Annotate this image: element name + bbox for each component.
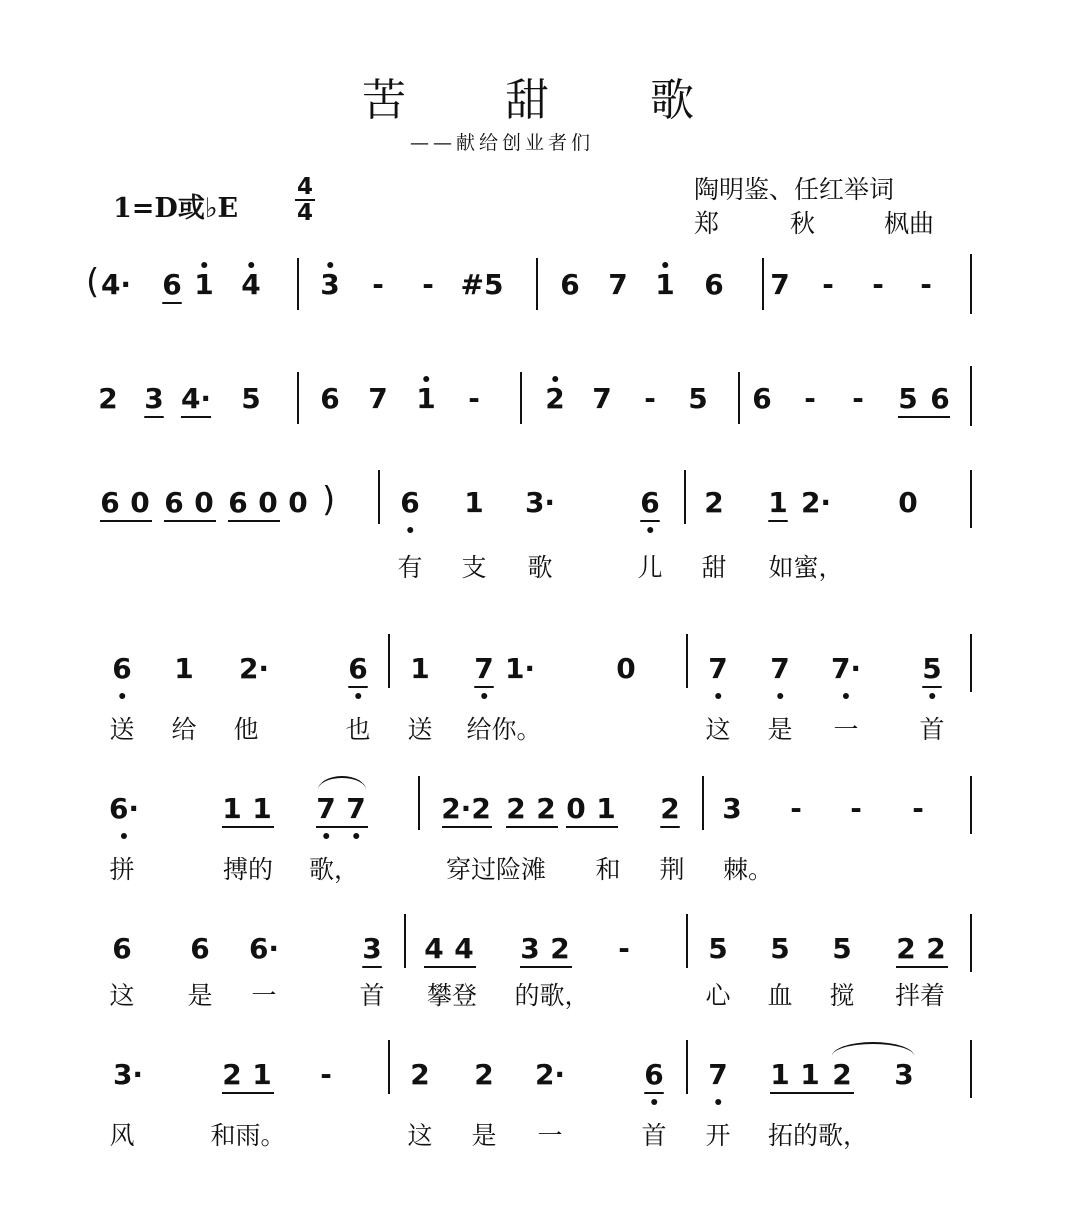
lyric: 是 (471, 1121, 497, 1150)
bar-line (970, 914, 972, 972)
note: 3 (520, 932, 540, 965)
note: 3 (894, 1058, 914, 1091)
note: 1 (800, 1058, 820, 1091)
lyric: 攀登 (426, 981, 478, 1010)
beam (424, 966, 476, 968)
lyric: 首 (359, 981, 385, 1010)
note: 2· (800, 486, 832, 519)
note: #5 (460, 268, 504, 301)
dash: - (320, 1058, 332, 1091)
dash: - (468, 382, 480, 415)
lyric: 这 (407, 1121, 433, 1150)
note: 3 (320, 268, 340, 301)
lyric: 血 (767, 981, 793, 1010)
lyric: 是 (187, 981, 213, 1010)
beam (100, 520, 152, 522)
note: 2 (410, 1058, 430, 1091)
beam (442, 826, 492, 828)
lyric: 一 (537, 1121, 563, 1150)
note: 7· (830, 652, 862, 685)
beam (896, 966, 948, 968)
bar-line (418, 776, 420, 830)
note: 2 (926, 932, 946, 965)
note: 7 (316, 792, 336, 825)
lyric: 给你。 (466, 715, 542, 744)
bar-line (702, 776, 704, 830)
note: 4· (100, 268, 132, 301)
note: 7 (592, 382, 612, 415)
lyric: 送 (407, 715, 433, 744)
bar-line (970, 366, 972, 426)
beam (566, 826, 618, 828)
note: 6 (190, 932, 210, 965)
note: 5 (688, 382, 708, 415)
open-paren: ( (86, 262, 100, 302)
bar-line (970, 254, 972, 314)
lyric: 也 (345, 715, 371, 744)
bar-line (297, 372, 299, 424)
bar-line (970, 1040, 972, 1098)
dash: - (618, 932, 630, 965)
lyricist-credit: 陶明鉴、任红举词 (694, 175, 895, 204)
lyric: 和 (595, 855, 621, 884)
note: 3 (144, 382, 164, 415)
note: 5 (770, 932, 790, 965)
bar-line (970, 776, 972, 834)
lyric: 一 (833, 715, 859, 744)
note: 5 (708, 932, 728, 965)
dash: - (920, 268, 932, 301)
note: 7 (708, 1058, 728, 1091)
note: 1· (504, 652, 536, 685)
note: 2 (660, 792, 680, 825)
lyric: 歌， (308, 855, 360, 884)
bar-line (388, 1040, 390, 1094)
note: 0 (258, 486, 278, 519)
note: 3 (722, 792, 742, 825)
lyric: 一 (251, 981, 277, 1010)
note: 1 (174, 652, 194, 685)
note: 6 (320, 382, 340, 415)
note: 0 (194, 486, 214, 519)
note: 4· (180, 382, 212, 415)
lyric: 开 (705, 1121, 731, 1150)
beam (316, 826, 368, 828)
lyric: 拓的歌， (767, 1121, 869, 1150)
subtitle: ——献给创业者们 (410, 132, 595, 154)
note: 7 (770, 268, 790, 301)
note: 6 (112, 932, 132, 965)
note: 3 (362, 932, 382, 965)
note: 7 (708, 652, 728, 685)
bar-line (297, 258, 299, 310)
lyric: 拼 (109, 855, 135, 884)
lyric: 如蜜， (768, 553, 844, 582)
bar-line (970, 634, 972, 692)
note: 1 (770, 1058, 790, 1091)
beam (506, 826, 558, 828)
lyric: 搏的 (222, 855, 274, 884)
note: 7 (608, 268, 628, 301)
beam (164, 520, 216, 522)
composer-credit-3: 枫曲 (884, 209, 935, 238)
dash: - (644, 382, 656, 415)
bar-line (970, 470, 972, 528)
bar-line (536, 258, 538, 310)
note: 6· (108, 792, 140, 825)
note: 2 (832, 1058, 852, 1091)
beam (898, 416, 950, 418)
note: 2 (98, 382, 118, 415)
bar-line (762, 258, 764, 310)
dash: - (912, 792, 924, 825)
note: 1 (464, 486, 484, 519)
dash: - (804, 382, 816, 415)
note: 1 (416, 382, 436, 415)
note: 7 (474, 652, 494, 685)
lyric: 甜 (701, 553, 727, 582)
note: 2·2 (441, 792, 491, 825)
note: 6 (162, 268, 182, 301)
lyric: 他 (233, 715, 259, 744)
note: 2· (238, 652, 270, 685)
lyric: 是 (767, 715, 793, 744)
note: 2 (550, 932, 570, 965)
lyric: 和雨。 (210, 1121, 286, 1150)
tie (318, 776, 366, 790)
note: 6 (752, 382, 772, 415)
beam (222, 1092, 274, 1094)
close-paren: ) (322, 480, 336, 520)
time-signature-bottom: 4 (296, 200, 313, 226)
note: 2 (506, 792, 526, 825)
note: 5 (241, 382, 261, 415)
bar-line (686, 634, 688, 688)
composer-credit-1: 郑 (694, 209, 720, 238)
note: 0 (130, 486, 150, 519)
note: 5 (832, 932, 852, 965)
bar-line (378, 470, 380, 524)
note: 6 (348, 652, 368, 685)
note: 6 (704, 268, 724, 301)
bar-line (738, 372, 740, 424)
lyric: 给 (171, 715, 197, 744)
bar-line (520, 372, 522, 424)
note: 2 (222, 1058, 242, 1091)
note: 6 (112, 652, 132, 685)
lyric: 送 (109, 715, 135, 744)
note: 7 (770, 652, 790, 685)
time-signature-top: 4 (296, 174, 313, 200)
note: 1 (222, 792, 242, 825)
note: 1 (410, 652, 430, 685)
lyric: 这 (705, 715, 731, 744)
bar-line (388, 634, 390, 688)
note: 1 (252, 792, 272, 825)
title-char-1: 苦 (362, 75, 406, 126)
composer-credit-2: 秋 (790, 209, 816, 238)
dash: - (790, 792, 802, 825)
lyric: 儿 (637, 553, 663, 582)
note: 6 (640, 486, 660, 519)
lyric: 拌着 (894, 981, 946, 1010)
lyric: 搅 (829, 981, 855, 1010)
lyric: 首 (641, 1121, 667, 1150)
tie (832, 1042, 914, 1056)
note: 5 (922, 652, 942, 685)
dash: - (850, 792, 862, 825)
lyric: 首 (919, 715, 945, 744)
note: 6 (644, 1058, 664, 1091)
key-signature: 1=D或♭E (113, 193, 239, 224)
lyric: 支 (461, 553, 487, 582)
bar-line (684, 470, 686, 524)
note: 2· (534, 1058, 566, 1091)
lyric: 的歌， (514, 981, 590, 1010)
bar-line (686, 914, 688, 968)
bar-line (404, 914, 406, 968)
lyric: 歌 (527, 553, 553, 582)
note: 2 (474, 1058, 494, 1091)
note: 0 (288, 486, 308, 519)
beam (222, 826, 274, 828)
beam (228, 520, 280, 522)
note: 0 (566, 792, 586, 825)
lyric: 这 (109, 981, 135, 1010)
note: 1 (252, 1058, 272, 1091)
lyric: 荆 (659, 855, 685, 884)
note: 3· (112, 1058, 144, 1091)
note: 6 (164, 486, 184, 519)
lyric: 风 (109, 1121, 135, 1150)
dash: - (822, 268, 834, 301)
dash: - (372, 268, 384, 301)
note: 6 (228, 486, 248, 519)
note: 2 (545, 382, 565, 415)
dash: - (422, 268, 434, 301)
note: 1 (194, 268, 214, 301)
note: 4 (454, 932, 474, 965)
note: 2 (896, 932, 916, 965)
note: 6 (930, 382, 950, 415)
beam (770, 1092, 854, 1094)
note: 0 (898, 486, 918, 519)
lyric: 棘。 (722, 855, 774, 884)
note: 4 (424, 932, 444, 965)
note: 7 (368, 382, 388, 415)
note: 3· (524, 486, 556, 519)
lyric: 穿过险滩 (445, 855, 547, 884)
bar-line (686, 1040, 688, 1094)
lyric: 心 (705, 981, 731, 1010)
note: 6 (560, 268, 580, 301)
note: 2 (536, 792, 556, 825)
beam (520, 966, 572, 968)
note: 7 (346, 792, 366, 825)
title-char-3: 歌 (650, 75, 694, 126)
time-signature (292, 176, 318, 224)
note: 5 (898, 382, 918, 415)
note: 1 (655, 268, 675, 301)
note: 2 (704, 486, 724, 519)
note: 0 (616, 652, 636, 685)
note: 1 (596, 792, 616, 825)
title-char-2: 甜 (505, 75, 549, 126)
note: 6 (400, 486, 420, 519)
note: 6 (100, 486, 120, 519)
note: 1 (768, 486, 788, 519)
note: 6· (248, 932, 280, 965)
dash: - (852, 382, 864, 415)
note: 4 (241, 268, 261, 301)
lyric: 有 (397, 553, 423, 582)
dash: - (872, 268, 884, 301)
